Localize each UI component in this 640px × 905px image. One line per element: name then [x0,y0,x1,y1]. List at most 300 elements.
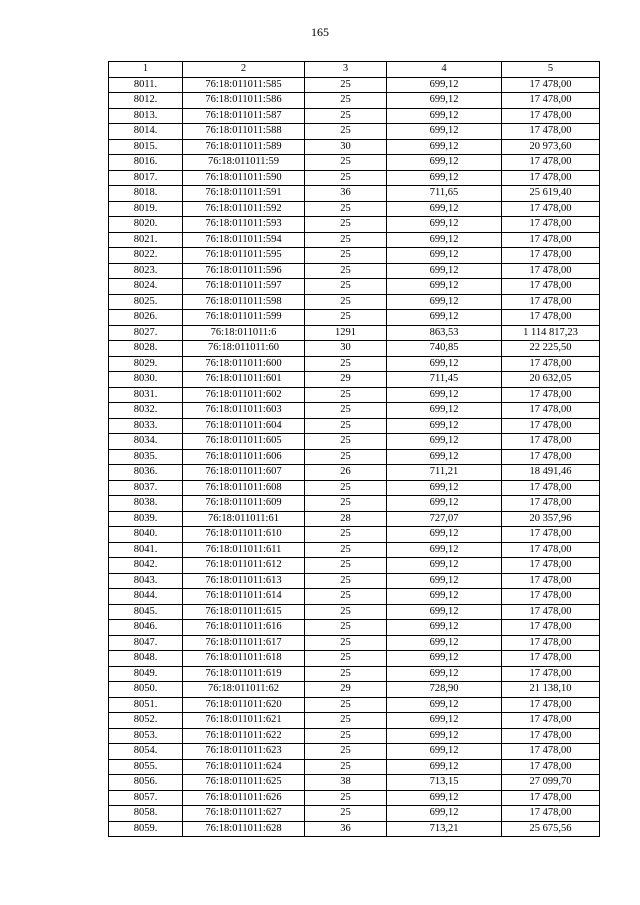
price-cell: 699,12 [387,573,502,589]
value-cell: 25 619,40 [502,186,600,202]
price-cell: 699,12 [387,170,502,186]
price-cell: 699,12 [387,201,502,217]
value-cell: 17 478,00 [502,480,600,496]
cadastral-number-cell: 76:18:011011:609 [183,496,305,512]
row-number-cell: 8024. [109,279,183,295]
table-header [109,62,600,78]
row-number-cell: 8044. [109,589,183,605]
area-cell: 25 [305,542,387,558]
value-cell: 1 114 817,23 [502,325,600,341]
table-row [109,294,600,310]
value-cell: 17 478,00 [502,356,600,372]
cadastral-number-cell: 76:18:011011:587 [183,108,305,124]
price-cell: 699,12 [387,263,502,279]
cadastral-number-cell: 76:18:011011:602 [183,387,305,403]
row-number-cell: 8035. [109,449,183,465]
price-cell: 699,12 [387,790,502,806]
area-cell: 25 [305,124,387,140]
price-cell: 727,07 [387,511,502,527]
cadastral-number-cell: 76:18:011011:593 [183,217,305,233]
value-cell: 17 478,00 [502,403,600,419]
table-row [109,310,600,326]
cadastral-number-cell: 76:18:011011:606 [183,449,305,465]
row-number-cell: 8023. [109,263,183,279]
area-cell: 29 [305,682,387,698]
row-number-cell: 8039. [109,511,183,527]
table-row [109,775,600,791]
area-cell: 25 [305,434,387,450]
area-cell: 25 [305,418,387,434]
row-number-cell: 8018. [109,186,183,202]
cadastral-number-cell: 76:18:011011:603 [183,403,305,419]
row-number-cell: 8055. [109,759,183,775]
price-cell: 699,12 [387,759,502,775]
table-row [109,790,600,806]
row-number-cell: 8016. [109,155,183,171]
price-cell: 699,12 [387,139,502,155]
row-number-cell: 8054. [109,744,183,760]
value-cell: 17 478,00 [502,263,600,279]
value-cell: 25 675,56 [502,821,600,837]
area-cell: 25 [305,558,387,574]
table-row [109,77,600,93]
cadastral-number-cell: 76:18:011011:600 [183,356,305,372]
cadastral-number-cell: 76:18:011011:601 [183,372,305,388]
table-row [109,620,600,636]
table-row [109,744,600,760]
cadastral-number-cell: 76:18:011011:610 [183,527,305,543]
price-cell: 699,12 [387,434,502,450]
price-cell: 699,12 [387,403,502,419]
row-number-cell: 8021. [109,232,183,248]
price-cell: 699,12 [387,744,502,760]
row-number-cell: 8012. [109,93,183,109]
price-cell: 713,21 [387,821,502,837]
cadastral-number-cell: 76:18:011011:6 [183,325,305,341]
cadastral-number-cell: 76:18:011011:608 [183,480,305,496]
price-cell: 699,12 [387,806,502,822]
area-cell: 28 [305,511,387,527]
table-row [109,651,600,667]
table-row [109,511,600,527]
table-row [109,108,600,124]
row-number-cell: 8041. [109,542,183,558]
area-cell: 30 [305,139,387,155]
table-row [109,325,600,341]
cadastral-number-cell: 76:18:011011:588 [183,124,305,140]
area-cell: 25 [305,449,387,465]
cadastral-number-cell: 76:18:011011:627 [183,806,305,822]
value-cell: 17 478,00 [502,93,600,109]
value-cell: 20 973,60 [502,139,600,155]
value-cell: 17 478,00 [502,387,600,403]
table-row [109,248,600,264]
cadastral-number-cell: 76:18:011011:60 [183,341,305,357]
area-cell: 25 [305,759,387,775]
row-number-cell: 8019. [109,201,183,217]
row-number-cell: 8046. [109,620,183,636]
value-cell: 17 478,00 [502,418,600,434]
area-cell: 25 [305,232,387,248]
value-cell: 17 478,00 [502,651,600,667]
price-cell: 699,12 [387,496,502,512]
area-cell: 25 [305,635,387,651]
row-number-cell: 8033. [109,418,183,434]
price-cell: 699,12 [387,310,502,326]
value-cell: 17 478,00 [502,806,600,822]
value-cell: 17 478,00 [502,496,600,512]
price-cell: 699,12 [387,93,502,109]
row-number-cell: 8017. [109,170,183,186]
area-cell: 25 [305,248,387,264]
row-number-cell: 8030. [109,372,183,388]
area-cell: 25 [305,217,387,233]
value-cell: 17 478,00 [502,108,600,124]
area-cell: 25 [305,744,387,760]
value-cell: 20 357,96 [502,511,600,527]
column-header: 4 [387,62,502,78]
cadastral-number-cell: 76:18:011011:607 [183,465,305,481]
cadastral-number-cell: 76:18:011011:625 [183,775,305,791]
row-number-cell: 8050. [109,682,183,698]
value-cell: 17 478,00 [502,697,600,713]
value-cell: 27 099,70 [502,775,600,791]
table-row [109,682,600,698]
price-cell: 699,12 [387,635,502,651]
value-cell: 17 478,00 [502,77,600,93]
cadastral-number-cell: 76:18:011011:597 [183,279,305,295]
cadastral-number-cell: 76:18:011011:592 [183,201,305,217]
cadastral-number-cell: 76:18:011011:628 [183,821,305,837]
table-row [109,666,600,682]
area-cell: 30 [305,341,387,357]
row-number-cell: 8038. [109,496,183,512]
value-cell: 17 478,00 [502,790,600,806]
value-cell: 17 478,00 [502,124,600,140]
area-cell: 25 [305,108,387,124]
cadastral-number-cell: 76:18:011011:623 [183,744,305,760]
price-cell: 699,12 [387,279,502,295]
row-number-cell: 8056. [109,775,183,791]
value-cell: 17 478,00 [502,558,600,574]
area-cell: 25 [305,403,387,419]
area-cell: 25 [305,310,387,326]
area-cell: 25 [305,620,387,636]
row-number-cell: 8053. [109,728,183,744]
table-header-row [109,62,600,78]
value-cell: 17 478,00 [502,294,600,310]
table-row [109,806,600,822]
table-row [109,263,600,279]
price-cell: 699,12 [387,248,502,264]
price-cell: 699,12 [387,108,502,124]
area-cell: 25 [305,294,387,310]
value-cell: 17 478,00 [502,217,600,233]
row-number-cell: 8028. [109,341,183,357]
area-cell: 25 [305,573,387,589]
cadastral-number-cell: 76:18:011011:61 [183,511,305,527]
row-number-cell: 8049. [109,666,183,682]
area-cell: 25 [305,93,387,109]
table-row [109,465,600,481]
row-number-cell: 8043. [109,573,183,589]
price-cell: 699,12 [387,356,502,372]
row-number-cell: 8036. [109,465,183,481]
table-row [109,124,600,140]
table-row [109,403,600,419]
row-number-cell: 8032. [109,403,183,419]
row-number-cell: 8045. [109,604,183,620]
table-row [109,232,600,248]
cadastral-number-cell: 76:18:011011:613 [183,573,305,589]
table-row [109,635,600,651]
value-cell: 17 478,00 [502,310,600,326]
cadastral-number-cell: 76:18:011011:624 [183,759,305,775]
price-cell: 699,12 [387,589,502,605]
cadastral-number-cell: 76:18:011011:596 [183,263,305,279]
value-cell: 17 478,00 [502,759,600,775]
price-cell: 711,65 [387,186,502,202]
price-cell: 699,12 [387,527,502,543]
value-cell: 17 478,00 [502,620,600,636]
price-cell: 699,12 [387,387,502,403]
cadastral-number-cell: 76:18:011011:626 [183,790,305,806]
price-cell: 699,12 [387,294,502,310]
data-table [108,61,600,837]
price-cell: 711,45 [387,372,502,388]
area-cell: 25 [305,77,387,93]
cadastral-number-cell: 76:18:011011:622 [183,728,305,744]
row-number-cell: 8026. [109,310,183,326]
row-number-cell: 8037. [109,480,183,496]
cadastral-number-cell: 76:18:011011:589 [183,139,305,155]
area-cell: 25 [305,713,387,729]
row-number-cell: 8029. [109,356,183,372]
table-row [109,356,600,372]
cadastral-number-cell: 76:18:011011:586 [183,93,305,109]
table-row [109,527,600,543]
value-cell: 18 491,46 [502,465,600,481]
table-body [109,77,600,837]
price-cell: 699,12 [387,728,502,744]
area-cell: 25 [305,604,387,620]
table-row [109,821,600,837]
cadastral-number-cell: 76:18:011011:605 [183,434,305,450]
area-cell: 25 [305,279,387,295]
value-cell: 17 478,00 [502,527,600,543]
row-number-cell: 8048. [109,651,183,667]
row-number-cell: 8059. [109,821,183,837]
value-cell: 17 478,00 [502,201,600,217]
area-cell: 25 [305,201,387,217]
row-number-cell: 8015. [109,139,183,155]
area-cell: 25 [305,263,387,279]
column-header: 2 [183,62,305,78]
value-cell: 17 478,00 [502,713,600,729]
value-cell: 17 478,00 [502,248,600,264]
cadastral-number-cell: 76:18:011011:615 [183,604,305,620]
cadastral-number-cell: 76:18:011011:618 [183,651,305,667]
area-cell: 25 [305,697,387,713]
table-row [109,201,600,217]
value-cell: 17 478,00 [502,170,600,186]
row-number-cell: 8014. [109,124,183,140]
area-cell: 36 [305,186,387,202]
price-cell: 699,12 [387,542,502,558]
value-cell: 21 138,10 [502,682,600,698]
table-row [109,372,600,388]
price-cell: 863,53 [387,325,502,341]
cadastral-number-cell: 76:18:011011:612 [183,558,305,574]
area-cell: 25 [305,806,387,822]
area-cell: 25 [305,589,387,605]
value-cell: 17 478,00 [502,434,600,450]
row-number-cell: 8025. [109,294,183,310]
row-number-cell: 8027. [109,325,183,341]
price-cell: 699,12 [387,558,502,574]
cadastral-number-cell: 76:18:011011:617 [183,635,305,651]
cadastral-number-cell: 76:18:011011:599 [183,310,305,326]
area-cell: 29 [305,372,387,388]
area-cell: 25 [305,387,387,403]
value-cell: 17 478,00 [502,589,600,605]
table-row [109,759,600,775]
price-cell: 699,12 [387,418,502,434]
price-cell: 699,12 [387,124,502,140]
price-cell: 699,12 [387,155,502,171]
table-row [109,93,600,109]
row-number-cell: 8052. [109,713,183,729]
price-cell: 728,90 [387,682,502,698]
row-number-cell: 8047. [109,635,183,651]
table-row [109,434,600,450]
table-row [109,589,600,605]
value-cell: 20 632,05 [502,372,600,388]
row-number-cell: 8013. [109,108,183,124]
table-row [109,558,600,574]
area-cell: 25 [305,666,387,682]
value-cell: 17 478,00 [502,604,600,620]
table-row [109,155,600,171]
column-header: 5 [502,62,600,78]
table-row [109,387,600,403]
cadastral-number-cell: 76:18:011011:598 [183,294,305,310]
cadastral-number-cell: 76:18:011011:619 [183,666,305,682]
value-cell: 17 478,00 [502,744,600,760]
area-cell: 25 [305,170,387,186]
cadastral-number-cell: 76:18:011011:59 [183,155,305,171]
row-number-cell: 8034. [109,434,183,450]
table-row [109,604,600,620]
table-row [109,713,600,729]
area-cell: 25 [305,790,387,806]
value-cell: 17 478,00 [502,449,600,465]
cadastral-number-cell: 76:18:011011:594 [183,232,305,248]
price-cell: 699,12 [387,232,502,248]
table-row [109,542,600,558]
price-cell: 711,21 [387,465,502,481]
row-number-cell: 8058. [109,806,183,822]
price-cell: 699,12 [387,480,502,496]
column-header: 3 [305,62,387,78]
price-cell: 699,12 [387,77,502,93]
table-row [109,418,600,434]
row-number-cell: 8031. [109,387,183,403]
area-cell: 38 [305,775,387,791]
column-header: 1 [109,62,183,78]
table-row [109,139,600,155]
row-number-cell: 8022. [109,248,183,264]
table-row [109,341,600,357]
price-cell: 699,12 [387,449,502,465]
cadastral-number-cell: 76:18:011011:621 [183,713,305,729]
cadastral-number-cell: 76:18:011011:62 [183,682,305,698]
table-row [109,279,600,295]
value-cell: 22 225,50 [502,341,600,357]
table-row [109,217,600,233]
area-cell: 25 [305,651,387,667]
area-cell: 25 [305,527,387,543]
cadastral-number-cell: 76:18:011011:614 [183,589,305,605]
row-number-cell: 8057. [109,790,183,806]
price-cell: 740,85 [387,341,502,357]
table-row [109,728,600,744]
price-cell: 699,12 [387,620,502,636]
value-cell: 17 478,00 [502,666,600,682]
row-number-cell: 8051. [109,697,183,713]
value-cell: 17 478,00 [502,573,600,589]
price-cell: 699,12 [387,713,502,729]
row-number-cell: 8042. [109,558,183,574]
row-number-cell: 8040. [109,527,183,543]
table-row [109,480,600,496]
area-cell: 25 [305,728,387,744]
cadastral-number-cell: 76:18:011011:590 [183,170,305,186]
table-row [109,697,600,713]
row-number-cell: 8011. [109,77,183,93]
cadastral-number-cell: 76:18:011011:611 [183,542,305,558]
table-row [109,573,600,589]
price-cell: 699,12 [387,217,502,233]
cadastral-number-cell: 76:18:011011:604 [183,418,305,434]
area-cell: 25 [305,356,387,372]
cadastral-number-cell: 76:18:011011:595 [183,248,305,264]
price-cell: 699,12 [387,697,502,713]
cadastral-number-cell: 76:18:011011:620 [183,697,305,713]
area-cell: 26 [305,465,387,481]
table-row [109,449,600,465]
page-number: 165 [311,25,329,39]
value-cell: 17 478,00 [502,728,600,744]
value-cell: 17 478,00 [502,279,600,295]
area-cell: 1291 [305,325,387,341]
cadastral-number-cell: 76:18:011011:591 [183,186,305,202]
cadastral-number-cell: 76:18:011011:585 [183,77,305,93]
value-cell: 17 478,00 [502,635,600,651]
price-cell: 713,15 [387,775,502,791]
price-cell: 699,12 [387,604,502,620]
area-cell: 25 [305,496,387,512]
area-cell: 25 [305,155,387,171]
table-row [109,186,600,202]
value-cell: 17 478,00 [502,155,600,171]
area-cell: 25 [305,480,387,496]
price-cell: 699,12 [387,666,502,682]
table-row [109,496,600,512]
area-cell: 36 [305,821,387,837]
cadastral-number-cell: 76:18:011011:616 [183,620,305,636]
value-cell: 17 478,00 [502,542,600,558]
